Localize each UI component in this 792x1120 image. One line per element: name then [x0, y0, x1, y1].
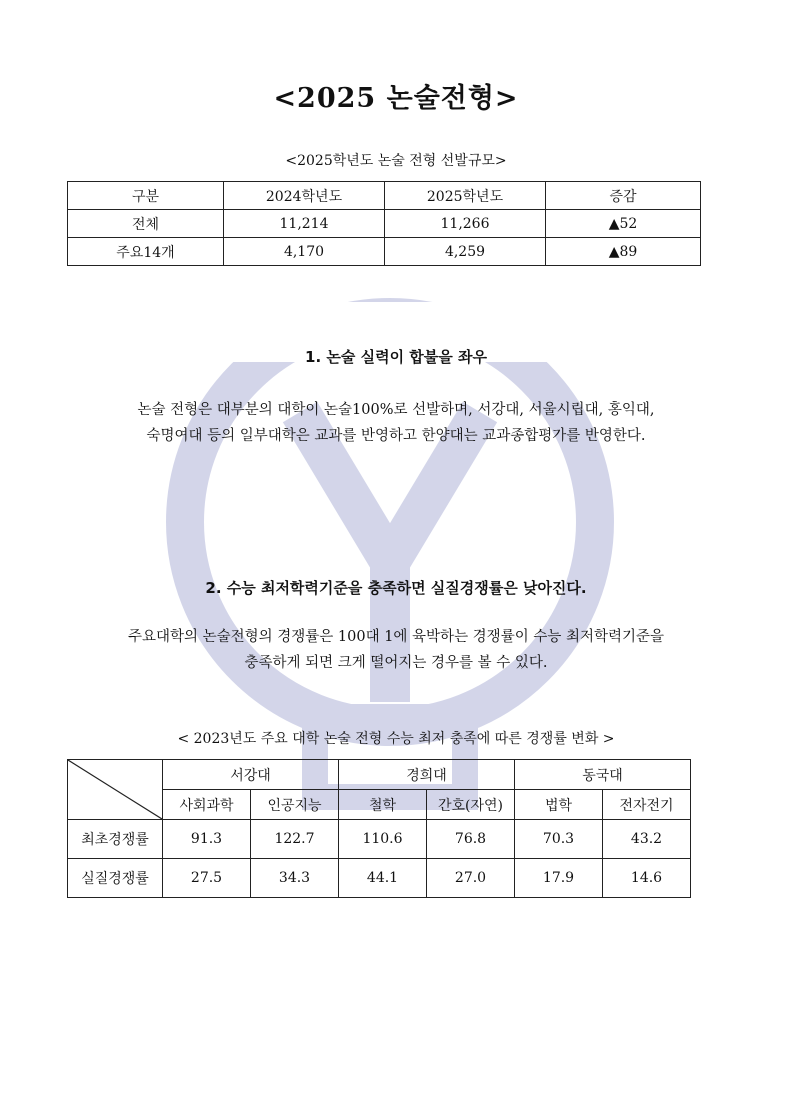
university-dongguk: 동국대	[515, 760, 691, 790]
cell: 11,266	[385, 210, 546, 238]
dept-header: 전자전기	[603, 790, 691, 820]
dept-header: 철학	[339, 790, 427, 820]
table-row	[68, 859, 691, 898]
paragraph-line: 논술 전형은 대부분의 대학이 논술100%로 선발하며, 서강대, 서울시립대, 홍익대,	[137, 402, 655, 418]
row-label: 최초경쟁률	[68, 820, 163, 859]
cell: ▲89	[546, 238, 701, 266]
dept-header: 법학	[515, 790, 603, 820]
row-label: 실질경쟁률	[68, 859, 163, 898]
cell: 44.1	[339, 859, 427, 898]
paragraph-line: 주요대학의 논술전형의 경쟁률은 100대 1에 육박하는 경쟁률이 수능 최저학력기준을	[127, 629, 664, 645]
cell: ▲52	[546, 210, 701, 238]
header-2024: 2024학년도	[224, 182, 385, 210]
university-kyunghee: 경희대	[339, 760, 515, 790]
header-category: 구분	[68, 182, 224, 210]
competition-rate-table	[67, 759, 691, 898]
paragraph-line: 충족하게 되면 크게 떨어지는 경우를 볼 수 있다.	[244, 655, 548, 671]
row-label: 주요14개	[68, 238, 224, 266]
cell: 122.7	[251, 820, 339, 859]
table-header-row	[68, 182, 701, 210]
admission-scale-table	[67, 181, 701, 266]
cell: 91.3	[163, 820, 251, 859]
paragraph-line: 숙명여대 등의 일부대학은 교과를 반영하고 한양대는 교과종합평가를 반영한다.	[146, 428, 646, 444]
university-sogang: 서강대	[163, 760, 339, 790]
table-header-row	[68, 760, 691, 790]
cell: 43.2	[603, 820, 691, 859]
section1-heading: 1. 논술 실력이 합불을 좌우	[305, 348, 487, 366]
dept-header: 사회과학	[163, 790, 251, 820]
diagonal-corner-cell	[68, 760, 163, 820]
table1-caption: <2025학년도 논술 전형 선발규모>	[285, 153, 507, 169]
table2-caption: < 2023년도 주요 대학 논술 전형 수능 최저 충족에 따른 경쟁률 변화 >	[177, 731, 615, 747]
cell: 110.6	[339, 820, 427, 859]
table-row	[68, 238, 701, 266]
cell: 14.6	[603, 859, 691, 898]
cell: 4,170	[224, 238, 385, 266]
cell: 70.3	[515, 820, 603, 859]
section2-paragraph	[70, 624, 722, 676]
table-row	[68, 210, 701, 238]
header-2025: 2025학년도	[385, 182, 546, 210]
cell: 27.5	[163, 859, 251, 898]
table-row	[68, 820, 691, 859]
cell: 76.8	[427, 820, 515, 859]
page-title: <2025 논술전형>	[273, 83, 519, 114]
header-change: 증감	[546, 182, 701, 210]
cell: 27.0	[427, 859, 515, 898]
section1-paragraph	[70, 397, 722, 449]
cell: 11,214	[224, 210, 385, 238]
dept-header: 간호(자연)	[427, 790, 515, 820]
cell: 17.9	[515, 859, 603, 898]
cell: 34.3	[251, 859, 339, 898]
section2-heading: 2. 수능 최저학력기준을 충족하면 실질경쟁률은 낮아진다.	[205, 579, 587, 597]
row-label: 전체	[68, 210, 224, 238]
dept-header: 인공지능	[251, 790, 339, 820]
cell: 4,259	[385, 238, 546, 266]
